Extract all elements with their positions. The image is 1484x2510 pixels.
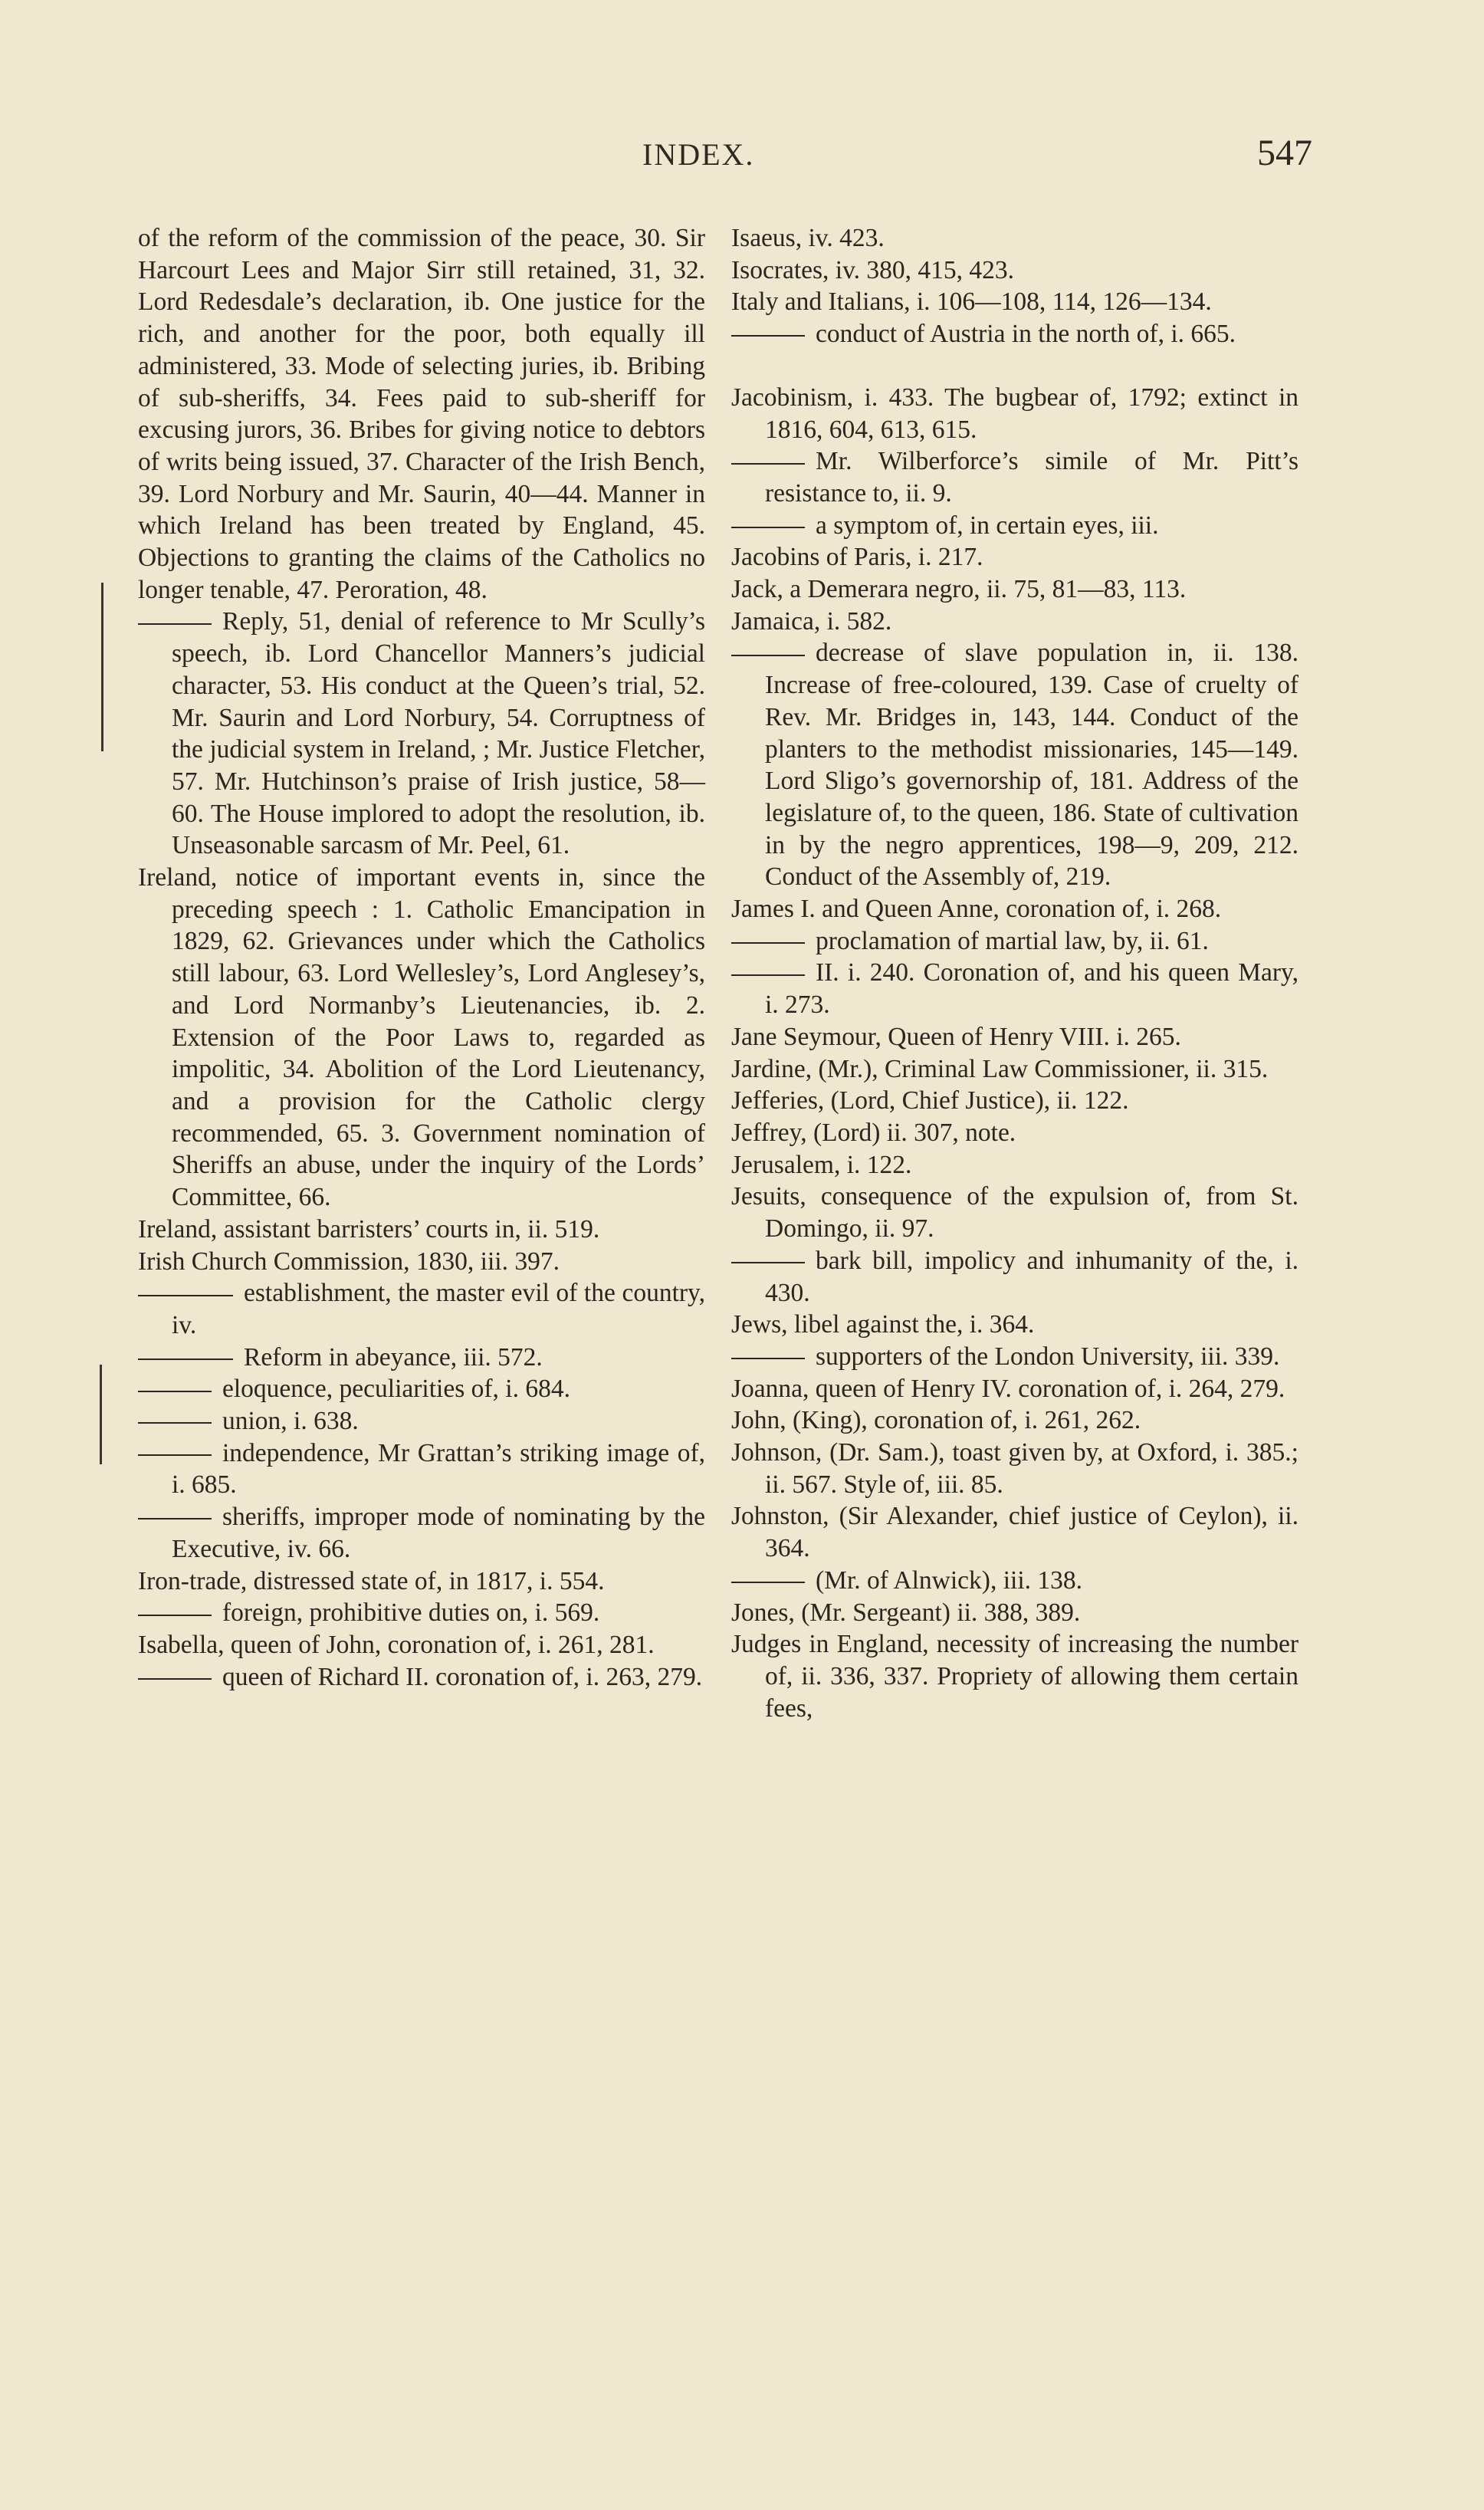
index-entry: [731, 606, 1298, 638]
index-subentry: [731, 1341, 1298, 1373]
index-subentry: [731, 1565, 1298, 1597]
running-head: INDEX.: [642, 137, 755, 172]
index-entry: [138, 1246, 705, 1278]
index-column-left: [138, 222, 705, 1693]
entry-text: decrease of slave population in, ii. 138. Increase of free-coloured, 139. Case of cruelty of Rev. Mr. Bridges in, 143, 144. Conduct of the planters to the methodist missionaries, 145—149. Lord Sligo’s governorship of, 181. Address of the legislature of, to the queen, 186. State of cultivation in by the negro apprentices, 198—9, 209, 212. Conduct of the Assembly of, 219.: [765, 639, 1298, 892]
index-subentry: [138, 1277, 705, 1341]
entry-text: Judges in England, necessity of increasing the number of, ii. 336, 337. Propriety of allowing them certain fees,: [731, 1630, 1298, 1723]
ditto-dash: [138, 1615, 212, 1616]
index-entry: [138, 1629, 705, 1661]
entry-text: Jesuits, consequence of the expulsion of, from St. Domingo, ii. 97.: [731, 1182, 1298, 1244]
index-subentry: [138, 1405, 705, 1437]
ditto-dash: [731, 1582, 805, 1583]
ditto-dash: [731, 463, 805, 465]
entry-text: Jamaica, i. 582.: [731, 606, 892, 636]
entry-text: II. i. 240. Coronation of, and his queen Mary, i. 273.: [765, 958, 1298, 1020]
index-entry: [731, 573, 1298, 606]
index-subentry: [138, 606, 705, 862]
index-entry: [731, 541, 1298, 573]
ditto-dash: [138, 623, 212, 625]
index-subentry: [138, 1501, 705, 1565]
index-subentry: [138, 1661, 705, 1694]
ditto-dash: [138, 1518, 212, 1519]
margin-pencil-mark: [101, 583, 103, 751]
ditto-dash: [731, 527, 805, 528]
entry-text: Jacobins of Paris, i. 217.: [731, 543, 983, 572]
page-number: 547: [1257, 133, 1312, 173]
ditto-dash: [138, 1422, 212, 1424]
entry-text: Jardine, (Mr.), Criminal Law Commissioner, ii. 315.: [731, 1054, 1269, 1083]
entry-text: Isabella, queen of John, coronation of, i. 261, 281.: [138, 1630, 655, 1659]
index-entry: [731, 1309, 1298, 1341]
ditto-dash: [138, 1358, 233, 1360]
entry-text: Italy and Italians, i. 106—108, 114, 126—134.: [731, 287, 1212, 317]
entry-text: Jews, libel against the, i. 364.: [731, 1310, 1035, 1339]
margin-pencil-mark: [100, 1365, 102, 1464]
entry-text: Jefferies, (Lord, Chief Justice), ii. 122.: [731, 1086, 1129, 1115]
entry-text: Isocrates, iv. 380, 415, 423.: [731, 255, 1015, 284]
entry-text: Isaeus, iv. 423.: [731, 224, 885, 252]
entry-text: union, i. 638.: [222, 1407, 359, 1436]
index-subentry: [138, 1437, 705, 1501]
index-subentry: [138, 1597, 705, 1629]
entry-text: Jack, a Demerara negro, ii. 75, 81—83, 113.: [731, 575, 1187, 604]
index-entry: [731, 286, 1298, 318]
index-subentry: [138, 1373, 705, 1405]
index-entry: [138, 1214, 705, 1246]
entry-text: Ireland, notice of important events in, since the preceding speech : 1. Catholic Emancipation in 1829, 62. Grievances under which the Catholics still labour, 63. Lord Wellesley’s, Lord Anglesey’s, and Lord Normanby’s Lieutenancies, ib. 2. Extension of the Poor Laws to, regarded as impolitic, 34. Abolition of the Lord Lieutenancy, and a provision for the Catholic clergy recommended, 65. 3. Government nomination of Sheriffs an abuse, under the inquiry of the Lords’ Committee, 66.: [138, 863, 705, 1212]
entry-text: eloquence, peculiarities of, i. 684.: [222, 1375, 570, 1404]
index-entry: [731, 1181, 1298, 1244]
index-entry: [731, 1053, 1298, 1086]
index-subentry: [138, 1342, 705, 1374]
index-entry: [731, 1085, 1298, 1117]
ditto-dash: [731, 942, 805, 944]
entry-text: queen of Richard II. coronation of, i. 263, 279.: [222, 1662, 703, 1691]
index-entry: [138, 1565, 705, 1598]
ditto-dash: [731, 1262, 805, 1263]
index-subentry: [731, 637, 1298, 893]
entry-text: establishment, the master evil of the country, iv.: [172, 1279, 705, 1339]
index-entry: [731, 1149, 1298, 1181]
index-entry: [731, 1500, 1298, 1564]
index-entry: [138, 222, 705, 606]
index-entry: [731, 893, 1298, 925]
entry-text: Mr. Wilberforce’s simile of Mr. Pitt’s resistance to, ii. 9.: [765, 447, 1298, 508]
entry-text: supporters of the London University, iii. 339.: [816, 1342, 1280, 1371]
entry-text: Ireland, assistant barristers’ courts in, ii. 519.: [138, 1214, 600, 1244]
ditto-dash: [731, 1358, 805, 1359]
index-entry: [731, 1373, 1298, 1405]
entry-text: foreign, prohibitive duties on, i. 569.: [222, 1598, 600, 1628]
entry-text: Irish Church Commission, 1830, iii. 397.: [138, 1247, 560, 1276]
entry-text: Jerusalem, i. 122.: [731, 1150, 912, 1179]
entry-text: conduct of Austria in the north of, i. 665.: [816, 320, 1236, 349]
index-subentry: [731, 957, 1298, 1020]
index-entry: [731, 1117, 1298, 1149]
index-column-right: [731, 222, 1298, 1724]
index-subentry: [731, 318, 1298, 350]
index-entry: [731, 382, 1298, 445]
ditto-dash: [138, 1454, 212, 1456]
ditto-dash: [731, 974, 805, 976]
entry-text: John, (King), coronation of, i. 261, 262.: [731, 1406, 1141, 1435]
index-entry: [731, 1597, 1298, 1629]
entry-text: Joanna, queen of Henry IV. coronation of, i. 264, 279.: [731, 1374, 1285, 1403]
entry-text: Johnston, (Sir Alexander, chief justice of Ceylon), ii. 364.: [731, 1502, 1298, 1563]
index-entry: [138, 862, 705, 1214]
index-entry: [731, 1437, 1298, 1500]
ditto-dash: [138, 1295, 233, 1296]
index-entry: [731, 1021, 1298, 1053]
entry-text: of the reform of the commission of the peace, 30. Sir Harcourt Lees and Major Sirr still retained, 31, 32. Lord Redesdale’s declaration, ib. One justice for the rich, and another for the poor, both equally ill administered, 33. Mode of selecting juries, ib. Bribing of sub-sheriffs, 34. Fees paid to sub-sheriff for excusing jurors, 36. Bribes for giving notice to debtors of writs being issued, 37. Character of the Irish Bench, 39. Lord Norbury and Mr. Saurin, 40—44. Manner in which Ireland has been treated by England, 45. Objections to granting the claims of the Catholics no longer tenable, 47. Peroration, 48.: [138, 224, 705, 604]
ditto-dash: [138, 1678, 212, 1680]
ditto-dash: [731, 655, 805, 656]
entry-text: Jeffrey, (Lord) ii. 307, note.: [731, 1118, 1016, 1147]
index-subentry: [731, 510, 1298, 542]
index-subentry: [731, 445, 1298, 509]
index-entry: [731, 255, 1298, 287]
entry-text: Reform in abeyance, iii. 572.: [244, 1342, 543, 1372]
ditto-dash: [731, 335, 805, 337]
entry-text: (Mr. of Alnwick), iii. 138.: [816, 1565, 1083, 1595]
entry-text: Jones, (Mr. Sergeant) ii. 388, 389.: [731, 1598, 1081, 1627]
entry-text: Reply, 51, denial of reference to Mr Scully’s speech, ib. Lord Chancellor Manners’s judicial character, 53. His conduct at the Queen’s trial, 52. Mr. Saurin and Lord Norbury, 54. Corruptness of the judicial system in Ireland, ; Mr. Justice Fletcher, 57. Mr. Hutchinson’s praise of Irish justice, 58—60. The House implored to adopt the resolution, ib. Unseasonable sarcasm of Mr. Peel, 61.: [172, 607, 705, 860]
index-entry: [731, 1404, 1298, 1437]
entry-text: Jane Seymour, Queen of Henry VIII. i. 265.: [731, 1022, 1181, 1051]
index-entry: [731, 1628, 1298, 1724]
entry-text: Iron-trade, distressed state of, in 1817, i. 554.: [138, 1566, 605, 1595]
index-subentry: [731, 1245, 1298, 1309]
page-header: [0, 133, 1484, 182]
entry-text: bark bill, impolicy and inhumanity of the, i. 430.: [765, 1246, 1298, 1307]
entry-text: independence, Mr Grattan’s striking image of, i. 685.: [172, 1438, 705, 1500]
index-subentry: [731, 925, 1298, 958]
index-entry: [731, 222, 1298, 255]
entry-text: Johnson, (Dr. Sam.), toast given by, at Oxford, i. 385.; ii. 567. Style of, iii. 85.: [731, 1438, 1298, 1499]
entry-text: sheriffs, improper mode of nominating by the Executive, iv. 66.: [172, 1503, 705, 1563]
ditto-dash: [138, 1391, 212, 1392]
entry-gap: [731, 350, 1298, 382]
entry-text: James I. and Queen Anne, coronation of, i. 268.: [731, 895, 1222, 924]
entry-text: proclamation of martial law, by, ii. 61.: [816, 926, 1209, 955]
entry-text: Jacobinism, i. 433. The bugbear of, 1792; extinct in 1816, 604, 613, 615.: [731, 383, 1298, 444]
entry-text: a symptom of, in certain eyes, iii.: [816, 511, 1159, 540]
